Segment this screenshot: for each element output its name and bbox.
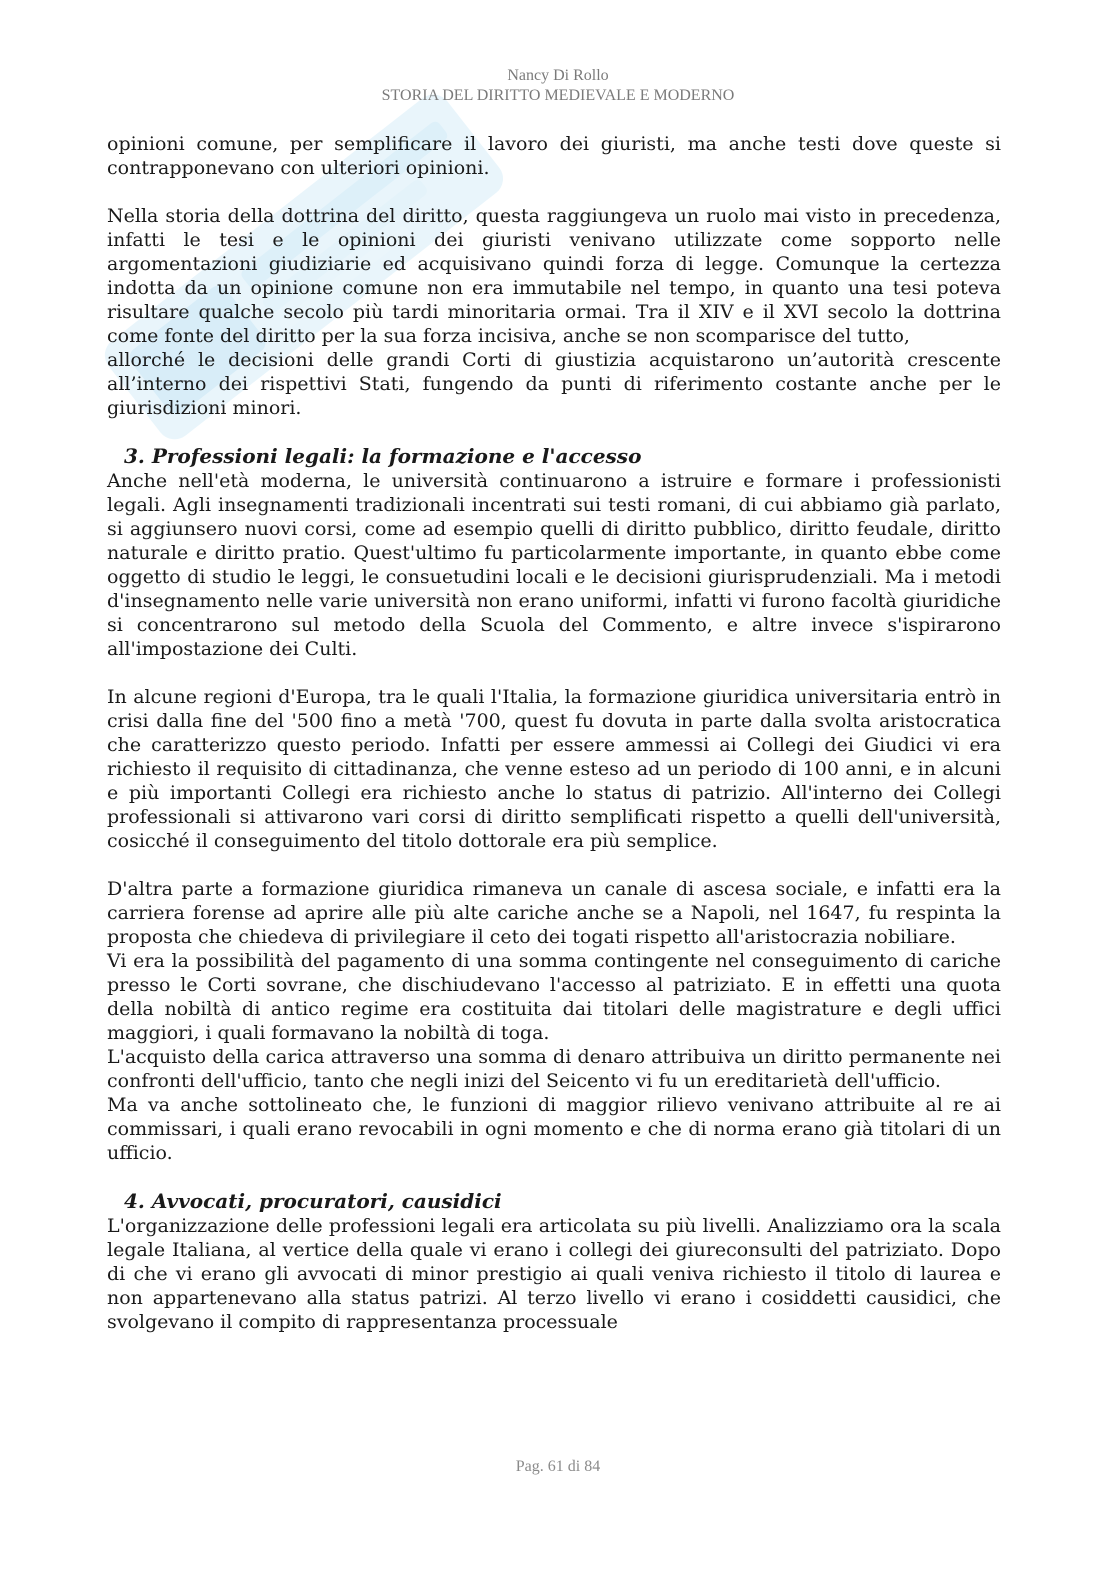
paragraph-gap [107, 661, 1001, 685]
paragraph: Anche nell'età moderna, le università continuarono a istruire e formare i professionisti legali. Agli insegnamenti tradizionali incentrati sui testi romani, di cui abbiamo già parlato, si aggiunsero nuovi corsi, come ad esempio quelli di diritto pubblico, diritto feudale, diritto naturale e diritto pratio. Quest'ultimo fu particolarmente importante, in quanto ebbe come oggetto di studio le leggi, le consuetudini locali e le decisioni giurisprudenziali. Ma i metodi d'insegnamento nelle varie università non erano uniformi, infatti vi furono facoltà giuridiche si concentrarono sul metodo della Scuola del Commento, e altre invece s'ispirarono all'impostazione dei Culti. [107, 470, 1001, 660]
paragraph: opinioni comune, per semplificare il lavoro dei giuristi, ma anche testi dove queste si contrapponevano con ulteriori opinioni. [107, 133, 1001, 179]
section-heading: 4. Avvocati, procuratori, causidici [124, 1189, 502, 1213]
page-header [0, 66, 1116, 106]
paragraph-gap [107, 180, 1001, 204]
paragraph: L'organizzazione delle professioni legali era articolata su più livelli. Analizziamo ora la scala legale Italiana, al vertice della quale vi erano i collegi dei giureconsulti del patriziato. Dopo di che vi erano gli avvocati di minor prestigio ai quali veniva richiesto il titolo di laurea e non appartenevano alla status patrizi. Al terzo livello vi erano i cosiddetti causidici, che svolgevano il compito di rappresentanza processuale [107, 1215, 1001, 1333]
paragraph: Ma va anche sottolineato che, le funzioni di maggior rilievo venivano attribuite al re ai commissari, i quali erano revocabili in ogni momento e che di norma erano già titolari di un ufficio. [107, 1094, 1001, 1164]
paragraph: Vi era la possibilità del pagamento di una somma contingente nel conseguimento di cariche presso le Corti sovrane, che dischiudevano l'accesso al patriziato. E in effetti una quota della nobiltà di antico regime era costituita dai titolari delle magistrature e degli uffici maggiori, i quali formavano la nobiltà di toga. [107, 950, 1001, 1044]
section-heading: 3. Professioni legali: la formazione e l'accesso [124, 444, 642, 468]
paragraph: Nella storia della dottrina del diritto, questa raggiungeva un ruolo mai visto in precedenza, infatti le tesi e le opinioni dei giuristi venivano utilizzate come sopporto nelle argomentazioni giudiziarie ed acquisivano quindi forza di legge. Comunque la certezza indotta da un opinione comune non era immutabile nel tempo, in quanto una tesi poteva risultare qualche secolo più tardi minoritaria ormai. Tra il XIV e il XVI secolo la dottrina come fonte del diritto per la sua forza incisiva, anche se non scomparisce del tutto, [107, 205, 1001, 347]
paragraph: L'acquisto della carica attraverso una somma di denaro attribuiva un diritto permanente nei confronti dell'ufficio, tanto che negli inizi del Seicento vi fu un ereditarietà dell'ufficio. [107, 1046, 1001, 1092]
page-number: Pag. 61 di 84 [515, 1458, 601, 1475]
paragraph-gap [107, 1165, 1001, 1189]
paragraph: allorché le decisioni delle grandi Corti di giustizia acquistarono un’autorità crescente all’interno dei rispettivi Stati, fungendo da punti di riferimento costante anche per le giurisdizioni minori. [107, 349, 1001, 419]
paragraph: D'altra parte a formazione giuridica rimaneva un canale di ascesa sociale, e infatti era la carriera forense ad aprire alle più alte cariche anche se a Napoli, nel 1647, fu respinta la proposta che chiedeva di privilegiare il ceto dei togati rispetto all'aristocrazia nobiliare. [107, 878, 1001, 948]
paragraph-gap [107, 853, 1001, 877]
document-body [107, 132, 1001, 1334]
course-title: STORIA DEL DIRITTO MEDIEVALE E MODERNO [381, 87, 735, 104]
paragraph: In alcune regioni d'Europa, tra le quali l'Italia, la formazione giuridica universitaria entrò in crisi dalla fine del '500 fino a metà '700, quest fu dovuta in parte dalla svolta aristocratica che caratterizzo questo periodo. Infatti per essere ammessi ai Collegi dei Giudici vi era richiesto il requisito di cittadinanza, che venne esteso ad un periodo di 100 anni, e in alcuni e più importanti Collegi era richiesto anche lo status di patrizio. All'interno dei Collegi professionali si attivarono vari corsi di diritto semplificati rispetto a quelli dell'università, cosicché il conseguimento del titolo dottorale era più semplice. [107, 686, 1001, 852]
author-name: Nancy Di Rollo [507, 67, 609, 84]
paragraph-gap [107, 420, 1001, 444]
